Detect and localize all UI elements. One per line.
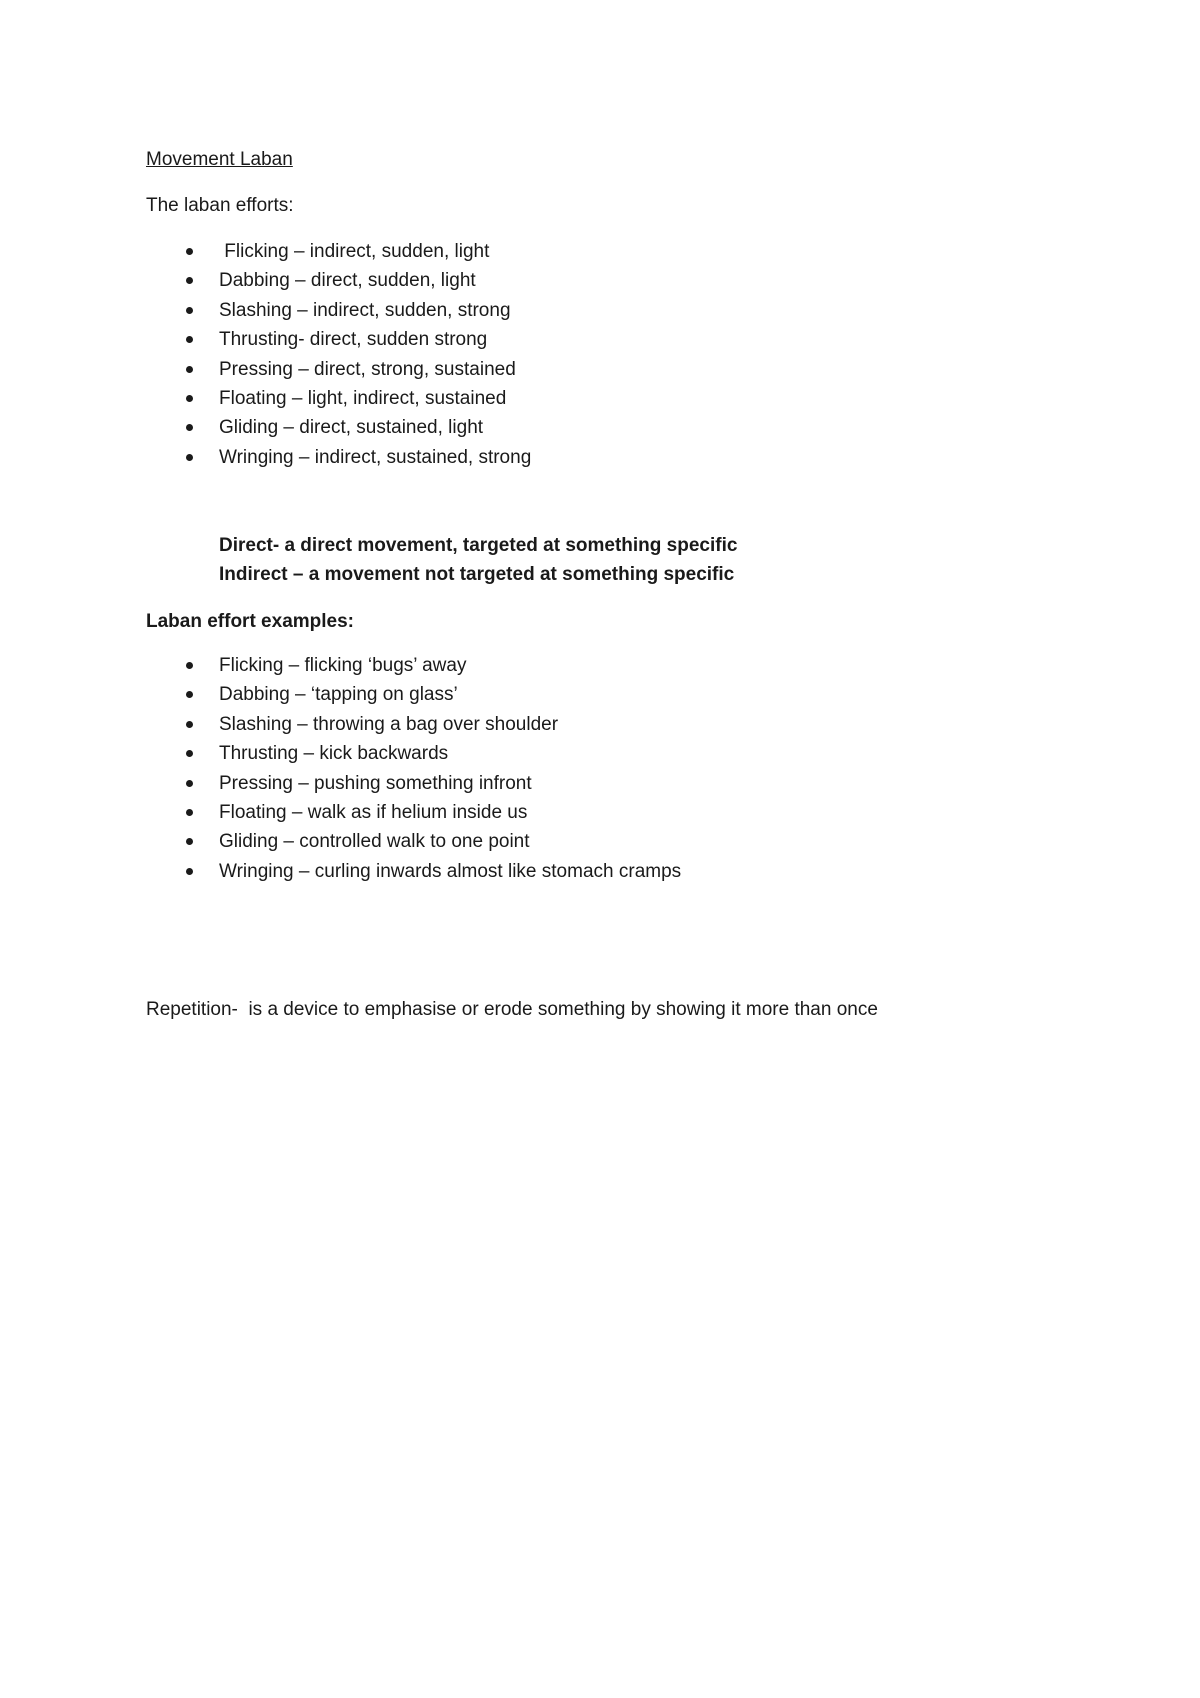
bullet-icon xyxy=(186,454,193,461)
list-item xyxy=(146,654,681,683)
example-text: Wringing – curling inwards almost like stomach cramps xyxy=(219,860,682,882)
examples-heading: Laban effort examples: xyxy=(146,611,354,632)
efforts-list xyxy=(146,240,531,475)
list-item xyxy=(146,269,531,298)
example-text: Dabbing – ‘tapping on glass’ xyxy=(219,684,458,706)
example-text: Pressing – pushing something infront xyxy=(219,772,532,794)
bullet-icon xyxy=(186,336,193,343)
example-text: Slashing – throwing a bag over shoulder xyxy=(219,713,559,735)
definition-direct: Direct- a direct movement, targeted at something specific xyxy=(219,535,738,556)
bullet-icon xyxy=(186,691,193,698)
effort-text: Floating – light, indirect, sustained xyxy=(219,387,507,409)
list-item xyxy=(146,328,531,357)
list-item xyxy=(146,416,531,445)
effort-text: Dabbing – direct, sudden, light xyxy=(219,270,476,292)
list-item xyxy=(146,683,681,712)
list-item xyxy=(146,240,531,269)
bullet-icon xyxy=(186,809,193,816)
example-text: Floating – walk as if helium inside us xyxy=(219,801,528,823)
bullet-icon xyxy=(186,395,193,402)
example-text: Thrusting – kick backwards xyxy=(219,743,449,765)
list-item xyxy=(146,742,681,771)
bullet-icon xyxy=(186,424,193,431)
list-item xyxy=(146,860,681,889)
effort-text: Pressing – direct, strong, sustained xyxy=(219,358,516,380)
effort-text: Gliding – direct, sustained, light xyxy=(219,417,484,439)
bullet-icon xyxy=(186,307,193,314)
definition-indirect: Indirect – a movement not targeted at something specific xyxy=(219,564,735,585)
bullet-icon xyxy=(186,366,193,373)
bullet-icon xyxy=(186,780,193,787)
list-item xyxy=(146,299,531,328)
document-title: Movement Laban xyxy=(146,149,293,170)
bullet-icon xyxy=(186,868,193,875)
effort-text: Thrusting- direct, sudden strong xyxy=(219,329,488,351)
bullet-icon xyxy=(186,662,193,669)
bullet-icon xyxy=(186,750,193,757)
list-item xyxy=(146,713,681,742)
bullet-icon xyxy=(186,277,193,284)
list-item xyxy=(146,830,681,859)
repetition-definition: Repetition- is a device to emphasise or erode something by showing it more than once xyxy=(146,999,878,1020)
example-text: Gliding – controlled walk to one point xyxy=(219,831,530,853)
list-item xyxy=(146,387,531,416)
list-item xyxy=(146,801,681,830)
bullet-icon xyxy=(186,248,193,255)
effort-text: Wringing – indirect, sustained, strong xyxy=(219,446,532,468)
examples-list xyxy=(146,654,681,889)
list-item xyxy=(146,446,531,475)
bullet-icon xyxy=(186,838,193,845)
effort-text: Flicking – indirect, sudden, light xyxy=(219,241,490,262)
list-item xyxy=(146,772,681,801)
example-text: Flicking – flicking ‘bugs’ away xyxy=(219,655,467,676)
bullet-icon xyxy=(186,721,193,728)
efforts-intro: The laban efforts: xyxy=(146,195,294,216)
list-item xyxy=(146,358,531,387)
effort-text: Slashing – indirect, sudden, strong xyxy=(219,299,511,321)
